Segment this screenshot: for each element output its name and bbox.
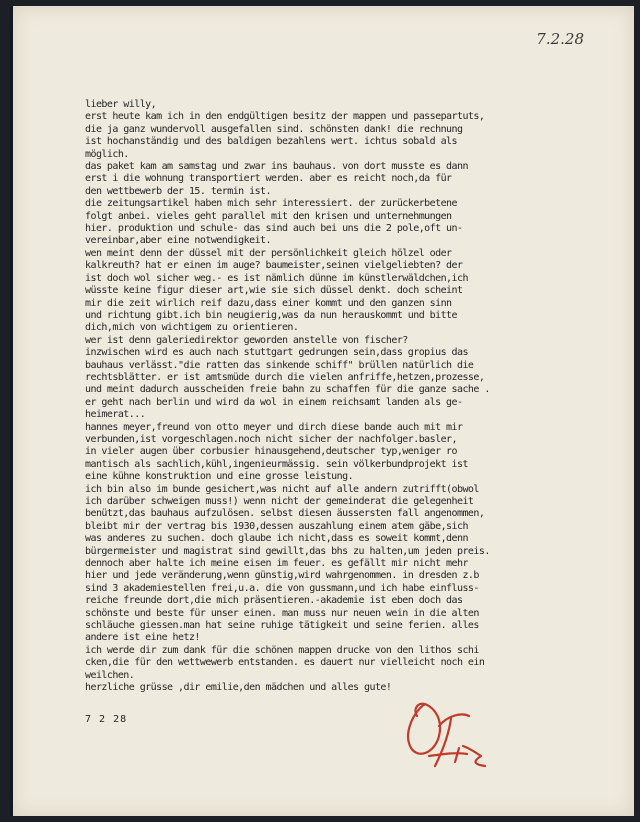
letter-line: sind 3 akademiestellen frei,u.a. die von gussmann,und ich habe einfluss- (85, 582, 479, 594)
letter-line: wüsste keine figur dieser art,wie sie sich düssel denkt. doch scheint (85, 285, 463, 297)
letter-line: benützt,das bauhaus aufzulösen. selbst diesen äussersten fall angenommen, (85, 508, 485, 520)
letter-line: ich werde dir zum dank für die schönen mappen drucke von den lithos schi (85, 644, 479, 656)
letter-line: cken,die für den wettwewerb entstanden. es dauert nur vielleicht noch ein (85, 657, 485, 669)
letter-line: dennoch aber halte ich meine eisen im feuer. es gefällt mir nicht mehr (85, 558, 468, 570)
letter-line: in vieler augen über corbusier hinausgehend,deutscher typ,weniger ro (85, 446, 457, 458)
letter-line: erst heute kam ich in den endgültigen besitz der mappen und passepartuts, (85, 111, 485, 123)
letter-line: vereinbar,aber eine notwendigkeit. (85, 235, 271, 247)
letter-line: ich darüber schweigen muss!) wenn nicht der gemeinderat die gelegenheit (85, 496, 474, 507)
signature-stroke (408, 704, 485, 766)
letter-line: und richtung gibt.ich bin neugierig,was da nun herauskommt und bitte (85, 309, 457, 321)
letter-line: bleibt mir der vertrag bis 1930,dessen auszahlung einem atem gäbe,sich (85, 520, 468, 532)
letter-line: die ja ganz wundervoll ausgefallen sind. schönsten dank! die rechnung (85, 123, 463, 135)
letter-line: bürgermeister und magistrat sind gewillt,das bhs zu halten,um jeden preis. (85, 545, 490, 557)
letter-line: folgt anbei. vieles geht parallel mit den krisen und unternehmungen (85, 210, 452, 222)
letter-line: er geht nach berlin und wird da wol in einem reichsamt landen als ge- (85, 396, 463, 408)
letter-line: hannes meyer,freund von otto meyer und dirch diese bande auch mit mir (85, 421, 463, 433)
letter-line: heimerat... (85, 409, 146, 421)
letter-line: schläuche giessen.man hat seine ruhige tätigkeit und seine ferien. alles (85, 620, 479, 632)
letter-line: ist hochanständig und des baldigen bezahlens wert. ichtus sobald als (85, 136, 457, 148)
letter-line: kalkreuth? hat er einen im auge? baumeister,seinen vielgeliebten? der (85, 260, 463, 272)
letter-line: schönste und beste für unser einen. man muss nur neuen wein in die alten (85, 607, 479, 619)
letter-line: erst i die wohnung transportiert werden. aber es reicht noch,da für (85, 173, 452, 185)
letter-line: mantisch als sachlich,kühl,ingenieurmässig. sein völkerbundprojekt ist (85, 458, 468, 470)
letter-line: wen meint denn der düssel mit der persönlichkeit gleich hölzel oder (85, 247, 452, 259)
letter-line: lieber willy, (85, 99, 157, 110)
letter-line: rechtsblätter. er ist amtsmüde durch die vielen anfriffe,hetzen,prozesse, (85, 371, 485, 383)
letter-line: dich,mich von wichtigem zu orientieren. (85, 322, 299, 334)
letter-line: ich bin also im bunde gesichert,was nicht auf alle andern zutrifft(obwol (85, 483, 479, 495)
letter-line: das paket kam am samstag und zwar ins bauhaus. von dort musste es dann (85, 161, 468, 173)
letter-line: möglich. (85, 148, 129, 160)
letter-line: herzliche grüsse ,dir emilie,den mädchen und alles gute! (85, 682, 392, 694)
letter-line: die zeitungsartikel haben mich sehr interessiert. der zurückerbetene (85, 198, 457, 210)
letter-line: reiche freunde dort,die mich präsentieren.-akademie ist eben doch das (85, 595, 463, 607)
handwritten-date: 7.2.28 (536, 30, 584, 48)
letter-line: bauhaus verlässt."die ratten das sinkende schiff" brüllen natürlich die (85, 359, 474, 371)
letter-line: eine kühne konstruktion und eine grosse leistung. (85, 471, 354, 483)
letter-page (10, 6, 634, 816)
letter-line: andere ist eine hetz! (85, 632, 200, 644)
letter-line: mir die zeit wirlich reif dazu,dass einer kommt und den ganzen sinn (85, 297, 452, 309)
letter-body (85, 99, 630, 695)
letter-line: hier und jede veränderung,wenn günstig,wird wahrgenommen. in dresden z.b (85, 570, 479, 582)
letter-line: wer ist denn galeriedirektor geworden anstelle von fischer? (85, 334, 408, 346)
typed-date: 7 2 28 (85, 714, 128, 725)
letter-line: was anderes zu suchen. doch glaube ich nicht,dass es soweit kommt,denn (85, 533, 468, 545)
letter-line: verbunden,ist vorgeschlagen.noch nicht sicher der nachfolger.basler, (85, 433, 457, 445)
letter-line: inzwischen wird es auch nach stuttgart gedrungen sein,dass gropius das (85, 347, 468, 359)
letter-line: und meint dadurch ausscheiden freie bahn zu schaffen für die ganze sache . (85, 384, 490, 396)
letter-line: hier. produktion und schule- das sind auch bei uns die 2 pole,oft un- (85, 223, 463, 235)
letter-line: ist doch wol sicher weg.- es ist nämlich dünne im künstlerwäldchen,ich (85, 272, 468, 284)
letter-line: den wettbewerb der 15. termin ist. (85, 185, 271, 197)
signature-icon (395, 686, 499, 776)
letter-line: weilchen. (85, 669, 135, 681)
